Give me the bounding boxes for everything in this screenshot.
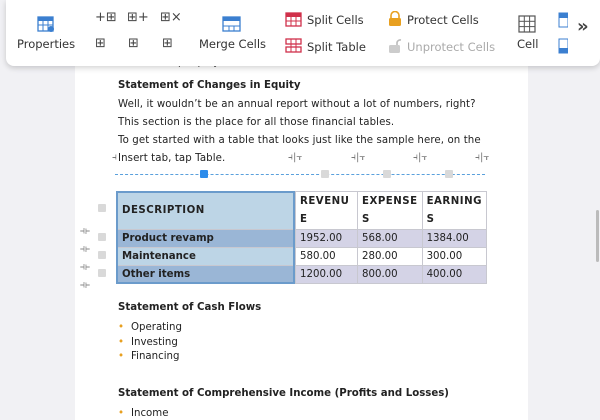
insert-column-right-icon[interactable]: ⊞+ — [127, 10, 149, 25]
column-handle[interactable] — [383, 170, 391, 178]
align-top-icon[interactable] — [558, 12, 568, 28]
column-resize-handle[interactable]: ⫞|⫟ — [351, 152, 366, 163]
list-item: • Investing — [118, 336, 182, 351]
table-header-cell[interactable]: DESCRIPTION — [118, 192, 296, 230]
vertical-scrollbar[interactable] — [596, 210, 599, 262]
column-handle[interactable] — [321, 170, 329, 178]
paragraph-4: Insert tab, tap Table. — [118, 153, 226, 164]
lock-icon — [388, 11, 402, 27]
row-resize-handle[interactable]: ⟛ — [80, 278, 90, 291]
row-handle[interactable] — [98, 251, 106, 259]
list-item: • Financing — [118, 350, 182, 365]
row-handle[interactable] — [98, 233, 106, 241]
paragraph-1: Well, it wouldn’t be an annual report without a lot of numbers, right? — [118, 99, 476, 110]
table-header-cell[interactable]: EARNING S — [422, 192, 486, 230]
cash-flows-list — [118, 321, 182, 365]
table-cell[interactable]: 1200.00 — [296, 266, 358, 284]
table-cell[interactable]: 800.00 — [358, 266, 423, 284]
insert-column-left-icon[interactable]: +⊞ — [95, 10, 117, 25]
unprotect-cells-label: Unprotect Cells — [407, 40, 496, 54]
row-handle[interactable] — [98, 269, 106, 277]
table-row — [118, 230, 487, 248]
protect-cells-label: Protect Cells — [407, 13, 479, 27]
table-cell[interactable]: 300.00 — [422, 248, 486, 266]
list-item: • Income — [118, 407, 169, 420]
column-resize-handle[interactable]: ⫞|⫟ — [413, 152, 428, 163]
column-handle-active[interactable] — [200, 170, 208, 178]
financial-table[interactable] — [117, 191, 487, 284]
column-resize-handle[interactable]: ⫞|⫟ — [475, 152, 490, 163]
table-row — [118, 248, 487, 266]
column-resize-handle[interactable]: ⫞|⫟ — [288, 152, 303, 163]
table-toolbar — [6, 0, 600, 66]
row-handle[interactable] — [98, 204, 106, 212]
delete-column-icon[interactable]: ⊞× — [160, 10, 182, 25]
row-resize-handle[interactable]: ⟛ — [80, 224, 90, 237]
insert-row-above-icon[interactable]: ⊞ — [95, 36, 106, 51]
table-cell[interactable]: Product revamp — [118, 230, 296, 248]
insert-row-below-icon[interactable]: ⊞ — [128, 36, 139, 51]
table-cell[interactable]: 568.00 — [358, 230, 423, 248]
split-cells-icon — [285, 12, 302, 27]
table-cell[interactable]: 1384.00 — [422, 230, 486, 248]
align-bottom-icon[interactable] — [558, 38, 568, 54]
table-header-row — [118, 192, 487, 230]
income-list — [118, 407, 169, 420]
paragraph-3: To get started with a table that looks just like the sample here, on the — [118, 135, 481, 146]
table-cell[interactable]: 580.00 — [296, 248, 358, 266]
section-title-changes-in-equity: Statement of Changes in Equity — [118, 80, 301, 91]
split-cells-label: Split Cells — [307, 13, 364, 27]
column-handle[interactable] — [445, 170, 453, 178]
table-header-cell[interactable]: EXPENSE S — [358, 192, 423, 230]
paragraph-2: This section is the place for all those financial tables. — [118, 117, 395, 128]
cell-label: Cell — [517, 37, 539, 51]
table-row — [118, 266, 487, 284]
properties-label: Properties — [17, 37, 76, 51]
section-title-cash-flows: Statement of Cash Flows — [118, 302, 262, 313]
list-item: • Operating — [118, 321, 182, 336]
table-properties-icon — [37, 15, 55, 33]
table-cell[interactable]: Maintenance — [118, 248, 296, 266]
split-table-label: Split Table — [307, 40, 366, 54]
table-cell[interactable]: 280.00 — [358, 248, 423, 266]
more-overflow-button[interactable]: » — [577, 16, 589, 37]
cell-grid-icon — [518, 15, 536, 33]
table-cell[interactable]: Other items — [118, 266, 296, 284]
section-title-comprehensive-income: Statement of Comprehensive Income (Profits and Losses) — [118, 388, 449, 399]
unlock-icon — [388, 38, 402, 54]
merge-cells-icon — [222, 15, 242, 33]
table-header-cell[interactable]: REVENU E — [296, 192, 358, 230]
merge-cells-label: Merge Cells — [199, 37, 267, 51]
column-ruler — [115, 174, 485, 175]
table-cell[interactable]: 1952.00 — [296, 230, 358, 248]
split-table-icon — [285, 38, 302, 53]
column-resize-handle[interactable]: ⫞ — [112, 152, 117, 163]
table-cell[interactable]: 400.00 — [422, 266, 486, 284]
delete-row-icon[interactable]: ⊞ — [162, 36, 173, 51]
row-resize-handle[interactable]: ⟛ — [80, 260, 90, 273]
row-resize-handle[interactable]: ⟛ — [80, 242, 90, 255]
